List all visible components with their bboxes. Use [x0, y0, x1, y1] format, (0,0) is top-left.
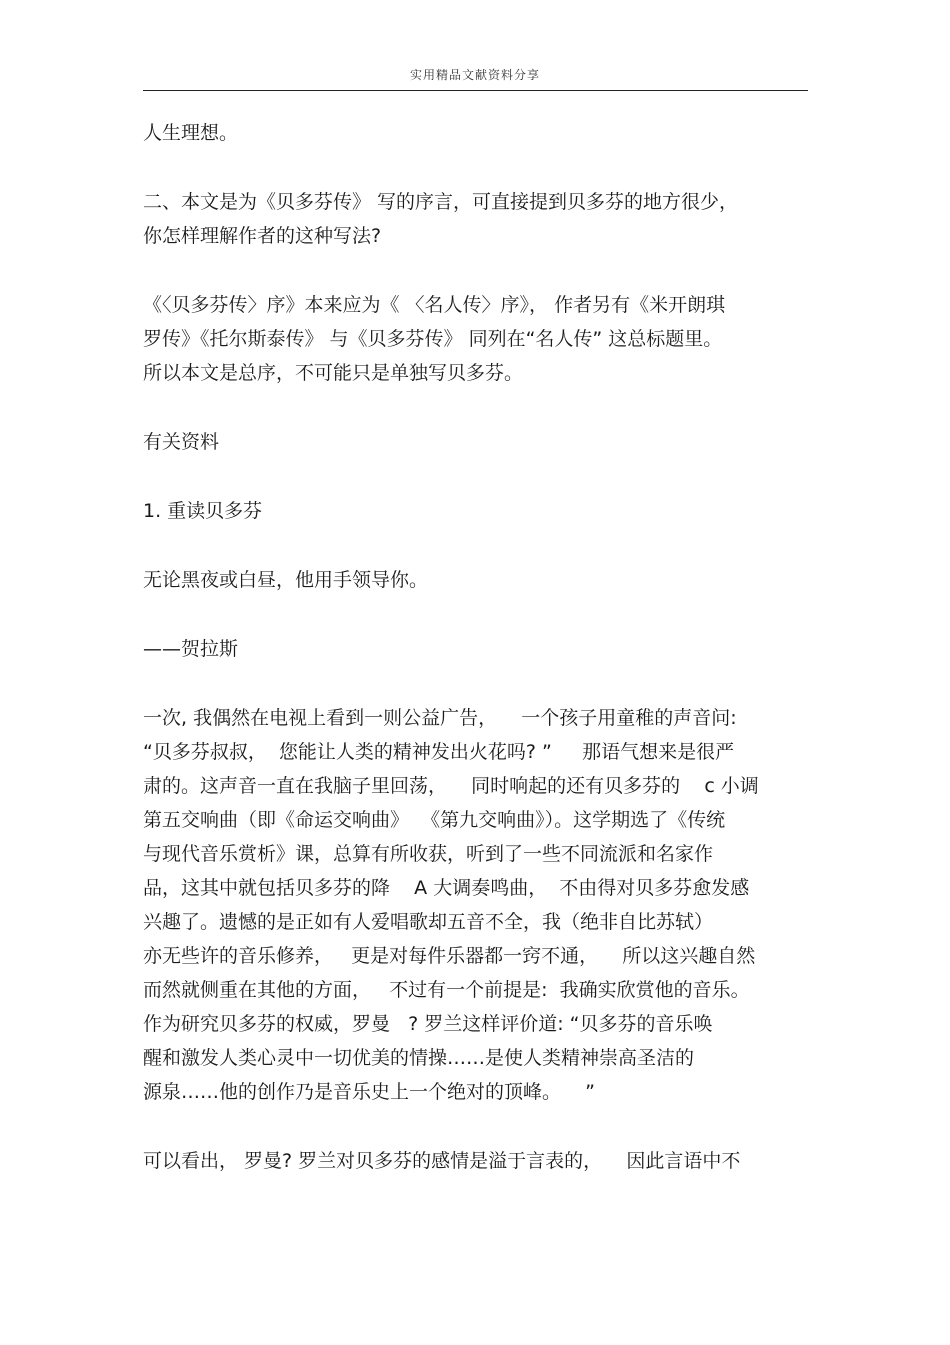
epigraph-attribution: ——贺拉斯: [143, 638, 239, 660]
paragraph-line: 作为研究贝多芬的权威，罗曼 ? 罗兰这样评价道: “贝多芬的音乐唤: [143, 1013, 713, 1035]
paragraph-line: 源泉……他的创作乃是音乐史上一个绝对的顶峰。 ”: [143, 1081, 596, 1103]
paragraph-line: 兴趣了。遗憾的是正如有人爱唱歌却五音不全，我（绝非自比苏轼）: [143, 911, 714, 933]
paragraph-line: 《〈贝多芬传〉序》本来应为《 〈名人传〉序》， 作者另有《米开朗琪: [143, 294, 726, 316]
paragraph-line: 所以本文是总序，不可能只是单独写贝多芬。: [143, 362, 524, 384]
paragraph-line: 罗传》《托尔斯泰传》 与《贝多芬传》 同列在“名人传” 这总标题里。: [143, 328, 723, 350]
paragraph-line: “贝多芬叔叔， 您能让人类的精神发出火花吗? ” 那语气想来是很严: [143, 741, 735, 763]
section-heading: 有关资料: [143, 431, 220, 453]
paragraph-line: 可以看出， 罗曼? 罗兰对贝多芬的感情是溢于言表的， 因此言语中不: [143, 1150, 741, 1172]
paragraph-line: 而然就侧重在其他的方面， 不过有一个前提是: 我确实欣赏他的音乐。: [143, 979, 750, 1001]
paragraph-line: 品，这其中就包括贝多芬的降 A 大调奏鸣曲， 不由得对贝多芬愈发感: [143, 877, 750, 899]
paragraph-line: 醒和激发人类心灵中一切优美的情操……是使人类精神崇高圣洁的: [143, 1047, 695, 1069]
subsection-heading: 1. 重读贝多芬: [143, 500, 263, 522]
header-divider: [143, 90, 808, 91]
paragraph-line: 二、本文是为《贝多芬传》 写的序言，可直接提到贝多芬的地方很少，: [143, 191, 739, 213]
epigraph-quote: 无论黑夜或白昼，他用手领导你。: [143, 569, 429, 591]
paragraph-line: 第五交响曲（即《命运交响曲》 《第九交响曲》）。这学期选了《传统: [143, 809, 726, 831]
page-header: 实用精品文献资料分享: [409, 68, 540, 82]
document-body: [143, 116, 808, 1178]
paragraph-line: 亦无些许的音乐修养， 更是对每件乐器都一窍不通， 所以这兴趣自然: [143, 945, 756, 967]
paragraph-line: 一次, 我偶然在电视上看到一则公益广告， 一个孩子用童稚的声音问:: [143, 707, 737, 729]
paragraph-line: 你怎样理解作者的这种写法?: [143, 225, 382, 247]
paragraph-line: 肃的。这声音一直在我脑子里回荡， 同时响起的还有贝多芬的 c 小调: [143, 775, 759, 797]
paragraph-line: 人生理想。: [143, 122, 239, 144]
paragraph-line: 与现代音乐赏析》课，总算有所收获，听到了一些不同流派和名家作: [143, 843, 714, 865]
